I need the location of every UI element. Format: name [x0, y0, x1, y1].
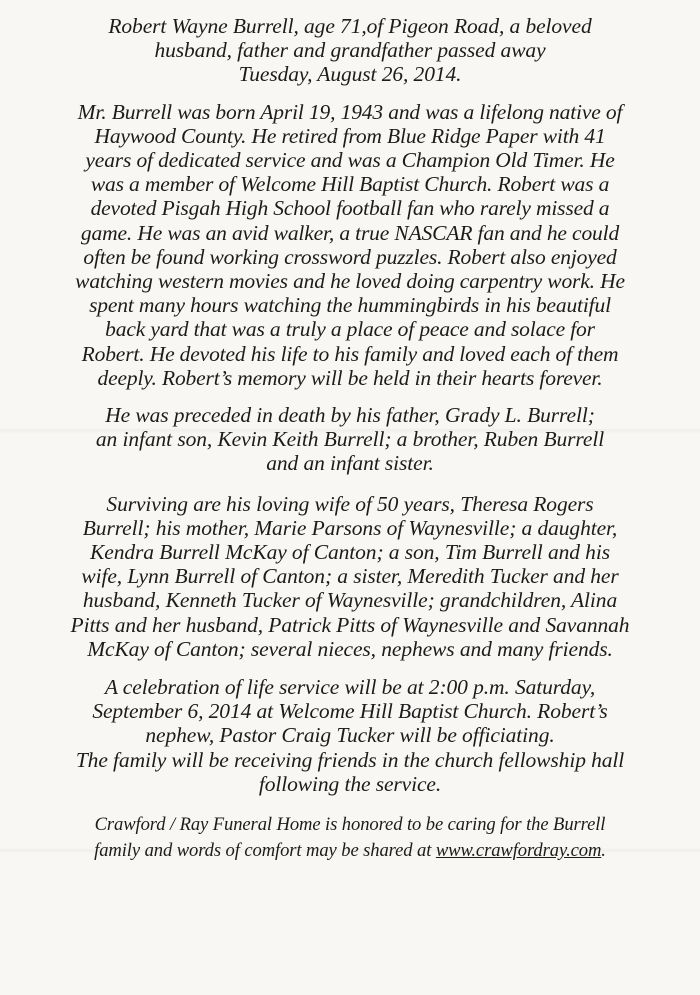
text-line: devoted Pisgah High School football fan who rarely missed a [90, 196, 610, 221]
text-line: nephew, Pastor Craig Tucker will be officiating. [145, 723, 555, 748]
preceded-paragraph [18, 403, 682, 476]
text-line: Mr. Burrell was born April 19, 1943 and was a lifelong native of [77, 99, 623, 124]
text-line: Crawford / Ray Funeral Home is honored to be caring for the Burrell [94, 814, 606, 836]
text-line: often be found working crossword puzzles. Robert also enjoyed [83, 244, 617, 269]
text-line: Robert Wayne Burrell, age 71,of Pigeon Road, a beloved [108, 14, 592, 38]
text-fragment: family and words of comfort may be shared at [94, 840, 436, 862]
text-line: following the service. [258, 771, 442, 796]
text-line: Burrell; his mother, Marie Parsons of Waynesville; a daughter, [82, 515, 618, 540]
text-line: deeply. Robert’s memory will be held in their hearts forever. [97, 365, 603, 390]
text-line: an infant son, Kevin Keith Burrell; a brother, Ruben Burrell [95, 427, 605, 452]
text-line: years of dedicated service and was a Champion Old Timer. He [85, 148, 615, 173]
text-line: The family will be receiving friends in the church fellowship hall [75, 747, 625, 772]
text-line: McKay of Canton; several nieces, nephews and many friends. [87, 636, 613, 661]
text-line: He was preceded in death by his father, Grady L. Burrell; [105, 403, 595, 428]
biography-paragraph [18, 100, 682, 390]
service-paragraph [18, 675, 682, 796]
funeral-home-link[interactable]: www.crawfordray.com [435, 840, 602, 862]
funeral-home-paragraph [18, 812, 682, 864]
text-line: Robert. He devoted his life to his family and loved each of them [81, 341, 619, 366]
text-line: Surviving are his loving wife of 50 years, Theresa Rogers [106, 491, 594, 516]
text-line: and an infant sister. [266, 451, 434, 476]
text-line: was a member of Welcome Hill Baptist Church. Robert was a [90, 172, 610, 197]
text-line: wife, Lynn Burrell of Canton; a sister, Meredith Tucker and her [81, 564, 619, 589]
text-line: Haywood County. He retired from Blue Ridge Paper with 41 [94, 123, 606, 148]
text-line: Pitts and her husband, Patrick Pitts of Waynesville and Savannah [70, 612, 630, 637]
text-line: watching western movies and he loved doing carpentry work. He [75, 269, 625, 294]
text-line: Kendra Burrell McKay of Canton; a son, Tim Burrell and his [90, 540, 610, 565]
text-line: September 6, 2014 at Welcome Hill Baptist Church. Robert’s [92, 699, 608, 724]
text-line: game. He was an avid walker, a true NASCAR fan and he could [80, 220, 620, 245]
text-line: spent many hours watching the hummingbirds in his beautiful [89, 293, 611, 318]
survivors-paragraph [18, 492, 682, 661]
text-line: husband, Kenneth Tucker of Waynesville; grandchildren, Alina [82, 588, 618, 613]
intro-paragraph [18, 14, 682, 87]
text-line: A celebration of life service will be at 2:00 p.m. Saturday, [104, 675, 596, 700]
text-line [18, 838, 682, 864]
text-fragment: . [601, 840, 606, 862]
text-line: husband, father and grandfather passed away [154, 38, 546, 63]
text-line: back yard that was a truly a place of peace and solace for [105, 317, 595, 342]
text-line: Tuesday, August 26, 2014. [238, 62, 462, 87]
